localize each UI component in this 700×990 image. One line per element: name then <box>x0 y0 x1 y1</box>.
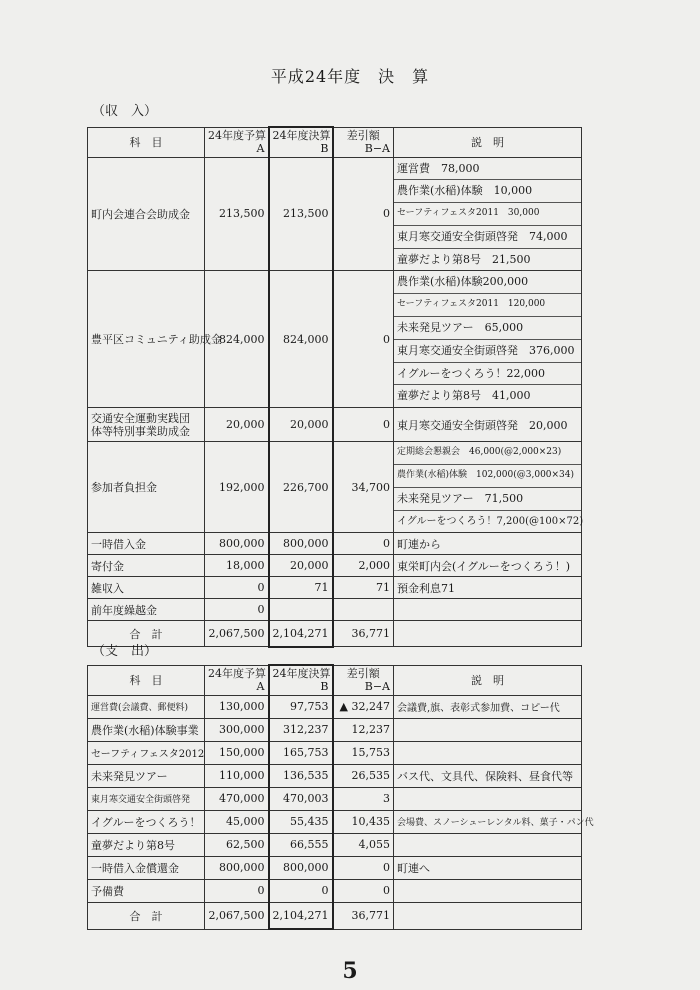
income-notes: 東栄町内会(イグルーをつくろう！) <box>394 555 582 577</box>
income-notes: 東月寒交通安全街頭啓発 20,000 <box>394 408 582 442</box>
income-subject: 参加者負担金 <box>88 442 205 533</box>
table-row <box>88 833 582 856</box>
expense-diff: 0 <box>333 856 394 879</box>
expense-subject: 農作業(水稲)体験事業 <box>88 718 205 741</box>
expense-budget: 62,500 <box>205 833 269 856</box>
income-header-notes: 説 明 <box>394 127 582 157</box>
expense-total-budget: 2,067,500 <box>205 902 269 929</box>
income-budget: 0 <box>205 577 269 599</box>
income-actual: 213,500 <box>269 157 333 271</box>
expense-budget: 800,000 <box>205 856 269 879</box>
income-header-actual: 24年度決算 B <box>269 127 333 157</box>
income-budget: 18,000 <box>205 555 269 577</box>
expense-total-notes <box>394 902 582 929</box>
expense-actual: 800,000 <box>269 856 333 879</box>
income-table <box>87 126 582 648</box>
table-row <box>88 764 582 787</box>
note-line: イグルーをつくろう！22,000 <box>394 363 581 386</box>
expense-notes: 町連へ <box>394 856 582 879</box>
income-actual: 71 <box>269 577 333 599</box>
income-diff: 34,700 <box>333 442 394 533</box>
note-line: 農作業(水稲)体験 102,000(@3,000×34) <box>394 465 581 488</box>
expense-notes <box>394 718 582 741</box>
expense-budget: 110,000 <box>205 764 269 787</box>
income-budget: 192,000 <box>205 442 269 533</box>
table-row <box>88 157 582 271</box>
note-line: イグルーをつくろう！7,200(@100×72) <box>397 515 584 527</box>
expense-budget: 150,000 <box>205 741 269 764</box>
table-row <box>88 856 582 879</box>
income-budget: 0 <box>205 599 269 621</box>
expense-notes <box>394 833 582 856</box>
income-budget: 800,000 <box>205 533 269 555</box>
income-diff <box>333 599 394 621</box>
income-notes <box>394 442 582 533</box>
income-subject: 雑収入 <box>88 577 205 599</box>
expense-table <box>87 664 594 930</box>
expense-notes: 会議費,旗、表彰式参加費、コピー代 <box>394 695 582 718</box>
income-notes: 預金利息71 <box>394 577 582 599</box>
expense-total-actual: 2,104,271 <box>269 902 333 929</box>
expense-actual: 165,753 <box>269 741 333 764</box>
expense-subject: 童夢だより第8号 <box>88 833 205 856</box>
table-row <box>88 879 582 902</box>
expense-subject: イグルーをつくろう！ <box>88 810 205 833</box>
income-actual: 824,000 <box>269 271 333 408</box>
note-line: 定期総会懇親会 46,000(@2,000×23) <box>394 442 581 465</box>
income-diff: 0 <box>333 533 394 555</box>
table-row <box>88 718 582 741</box>
expense-notes <box>394 879 582 902</box>
income-diff: 0 <box>333 408 394 442</box>
expense-subject: 東月寒交通安全街頭啓発 <box>88 787 205 810</box>
income-section-label: （収 入） <box>92 104 158 119</box>
income-subject: 一時借入金 <box>88 533 205 555</box>
income-header-diff: 差引額 B−A <box>333 127 394 157</box>
expense-header-diff: 差引額 B−A <box>333 665 394 695</box>
table-row <box>88 695 582 718</box>
expense-notes <box>394 787 582 810</box>
expense-budget: 45,000 <box>205 810 269 833</box>
expense-diff: 3 <box>333 787 394 810</box>
expense-section-label: （支 出） <box>92 644 158 659</box>
expense-header-row <box>88 665 582 695</box>
expense-budget: 300,000 <box>205 718 269 741</box>
income-notes <box>394 157 582 271</box>
income-total-label: 合 計 <box>88 621 205 647</box>
note-line: 農作業(水稲)体験200,000 <box>394 271 581 294</box>
expense-notes <box>394 741 582 764</box>
income-header-subject: 科 目 <box>88 127 205 157</box>
income-notes: 町連から <box>394 533 582 555</box>
income-header-budget: 24年度予算 A <box>205 127 269 157</box>
expense-actual: 97,753 <box>269 695 333 718</box>
page-title: 平成24年度 決 算 <box>270 67 430 86</box>
note-line: 童夢だより第8号 21,500 <box>397 252 531 266</box>
expense-notes: 会場費、スノーシューレンタル料、菓子・パン代 <box>394 810 582 833</box>
expense-actual: 312,237 <box>269 718 333 741</box>
income-budget: 824,000 <box>205 271 269 408</box>
expense-total-row <box>88 902 582 929</box>
note-line: セーフティフェスタ2011 120,000 <box>394 294 581 317</box>
expense-subject: セーフティフェスタ2012 <box>88 741 205 764</box>
note-line: 農作業(水稲)体験 10,000 <box>394 180 581 203</box>
income-subject: 交通安全運動実践団 体等特別事業助成金 <box>88 408 205 442</box>
note-line: 童夢だより第8号 41,000 <box>397 389 531 403</box>
note-line: 運営費 78,000 <box>394 158 581 181</box>
note-line: 東月寒交通安全街頭啓発 376,000 <box>394 340 581 363</box>
expense-budget: 0 <box>205 879 269 902</box>
expense-diff: ▲ 32,247 <box>333 695 394 718</box>
expense-notes: バス代、文具代、保険料、昼食代等 <box>394 764 582 787</box>
income-diff: 71 <box>333 577 394 599</box>
income-actual: 20,000 <box>269 555 333 577</box>
expense-diff: 4,055 <box>333 833 394 856</box>
income-actual <box>269 599 333 621</box>
expense-diff: 26,535 <box>333 764 394 787</box>
income-notes <box>394 271 582 408</box>
table-row <box>88 810 582 833</box>
income-diff: 0 <box>333 157 394 271</box>
note-line: 未来発見ツアー 65,000 <box>394 317 581 340</box>
income-notes <box>394 599 582 621</box>
expense-diff: 15,753 <box>333 741 394 764</box>
expense-diff: 0 <box>333 879 394 902</box>
expense-header-notes: 説 明 <box>394 665 582 695</box>
expense-total-label: 合 計 <box>88 902 205 929</box>
expense-diff: 12,237 <box>333 718 394 741</box>
table-row <box>88 555 582 577</box>
income-header-row <box>88 127 582 157</box>
expense-budget: 470,000 <box>205 787 269 810</box>
table-row <box>88 577 582 599</box>
income-total-row <box>88 621 582 647</box>
income-actual: 800,000 <box>269 533 333 555</box>
income-diff: 2,000 <box>333 555 394 577</box>
expense-total-diff: 36,771 <box>333 902 394 929</box>
table-row <box>88 442 582 533</box>
expense-actual: 55,435 <box>269 810 333 833</box>
income-total-notes <box>394 621 582 647</box>
note-line: 未来発見ツアー 71,500 <box>394 488 581 511</box>
expense-budget: 130,000 <box>205 695 269 718</box>
table-row <box>88 533 582 555</box>
income-actual: 226,700 <box>269 442 333 533</box>
note-line: セーフティフェスタ2011 30,000 <box>394 203 581 226</box>
table-row <box>88 408 582 442</box>
expense-diff: 10,435 <box>333 810 394 833</box>
expense-subject: 予備費 <box>88 879 205 902</box>
income-budget: 20,000 <box>205 408 269 442</box>
expense-subject: 未来発見ツアー <box>88 764 205 787</box>
expense-actual: 66,555 <box>269 833 333 856</box>
income-diff: 0 <box>333 271 394 408</box>
page-number: 5 <box>342 958 358 984</box>
table-row <box>88 271 582 408</box>
expense-actual: 136,535 <box>269 764 333 787</box>
income-total-budget: 2,067,500 <box>205 621 269 647</box>
table-row <box>88 599 582 621</box>
expense-header-actual: 24年度決算 B <box>269 665 333 695</box>
income-budget: 213,500 <box>205 157 269 271</box>
expense-header-budget: 24年度予算 A <box>205 665 269 695</box>
income-total-actual: 2,104,271 <box>269 621 333 647</box>
income-subject: 寄付金 <box>88 555 205 577</box>
expense-subject: 一時借入金償還金 <box>88 856 205 879</box>
income-subject: 前年度繰越金 <box>88 599 205 621</box>
expense-actual: 470,003 <box>269 787 333 810</box>
expense-actual: 0 <box>269 879 333 902</box>
note-line: 東月寒交通安全街頭啓発 74,000 <box>394 226 581 249</box>
table-row <box>88 787 582 810</box>
income-subject: 町内会連合会助成金 <box>88 157 205 271</box>
expense-subject: 運営費(会議費、郵便料) <box>88 695 205 718</box>
income-actual: 20,000 <box>269 408 333 442</box>
table-row <box>88 741 582 764</box>
expense-header-subject: 科 目 <box>88 665 205 695</box>
income-subject: 豊平区コミュニティ助成金 <box>88 271 205 408</box>
income-total-diff: 36,771 <box>333 621 394 647</box>
